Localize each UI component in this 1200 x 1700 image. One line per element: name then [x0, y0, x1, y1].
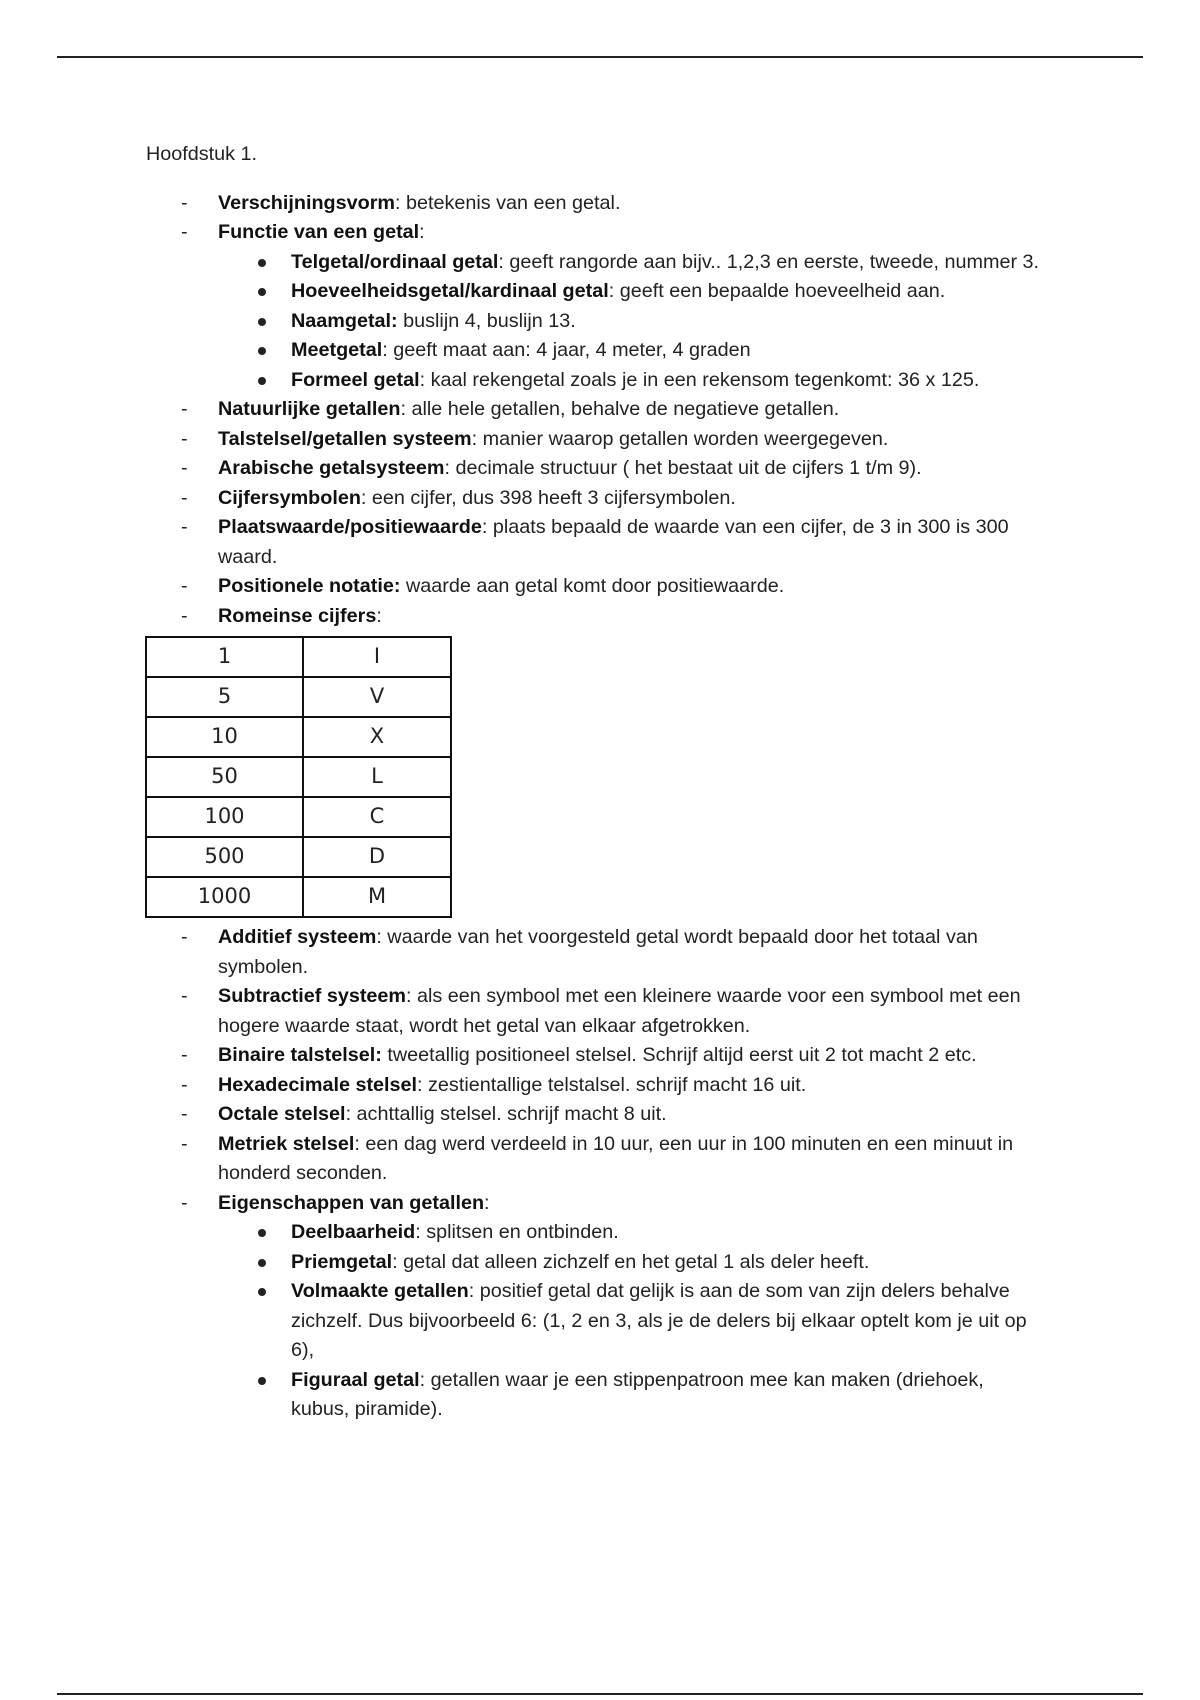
term: Hoeveelheidsgetal/kardinaal getal — [291, 280, 609, 302]
list-item — [146, 1100, 1046, 1130]
document-body — [146, 140, 1046, 1425]
list-item — [146, 923, 1046, 982]
definition: waarde aan getal komt door positiewaarde. — [400, 575, 785, 597]
definition: : kaal rekengetal zoals je in een rekensom tegenkomt: 36 x 125. — [419, 368, 980, 391]
term: Formeel getal — [291, 368, 420, 391]
sub-list-item — [146, 1277, 1046, 1366]
term: Naamgetal: — [291, 309, 398, 332]
sub-list-item — [146, 307, 1046, 337]
table-cell-value: 5 — [146, 677, 303, 717]
definition: : betekenis van een getal. — [395, 191, 621, 214]
table-cell-value: 50 — [146, 757, 303, 797]
sub-list-item — [146, 366, 1046, 396]
table-cell-numeral: V — [303, 677, 451, 717]
term: Deelbaarheid — [291, 1221, 416, 1243]
definition: : — [419, 221, 425, 243]
table-cell-numeral: M — [303, 877, 451, 917]
table-row — [146, 757, 451, 797]
definition: : positief getal dat gelijk is aan de som van zijn delers behalve zichzelf. Dus bijvoorbeeld 6: (1, 2 en 3, als je de delers bij elkaar optelt kom je uit op 6), — [291, 1280, 1027, 1361]
table-cell-value: 1000 — [146, 877, 303, 917]
definition: : geeft maat aan: 4 jaar, 4 meter, 4 graden — [382, 339, 751, 361]
list-item — [146, 982, 1046, 1041]
term: Octale stelsel — [218, 1103, 346, 1125]
term: Additief systeem — [218, 926, 377, 948]
bullet-list — [146, 189, 1046, 632]
list-item — [146, 572, 1046, 602]
table-row — [146, 677, 451, 717]
bullet-list — [146, 923, 1046, 1425]
term: Eigenschappen van getallen — [218, 1191, 485, 1214]
properties-sublist — [218, 1218, 1046, 1425]
sub-list-item — [146, 1248, 1046, 1278]
list-item — [146, 1041, 1046, 1071]
list-item — [146, 484, 1046, 514]
list-item — [146, 425, 1046, 455]
term: Natuurlijke getallen — [218, 398, 401, 420]
definition: buslijn 4, buslijn 13. — [397, 309, 576, 332]
top-rule — [57, 56, 1143, 58]
definition: : een cijfer, dus 398 heeft 3 cijfersymbolen. — [360, 486, 736, 509]
list-item — [146, 218, 1046, 395]
sub-list-item — [146, 248, 1046, 278]
term: Metriek stelsel — [218, 1132, 355, 1155]
sub-list-item — [146, 1218, 1046, 1248]
definition: : zestientallige telstalsel. schrijf macht 16 uit. — [417, 1073, 807, 1096]
term: Arabische getalsysteem — [218, 457, 445, 479]
table-cell-numeral: C — [303, 797, 451, 837]
table-cell-numeral: X — [303, 717, 451, 757]
page-heading: Hoofdstuk 1. — [146, 143, 258, 165]
term: Binaire talstelsel: — [218, 1044, 382, 1066]
table-cell-numeral: D — [303, 837, 451, 877]
table-cell-value: 100 — [146, 797, 303, 837]
roman-numerals-table-wrap — [145, 636, 1046, 918]
definition: : alle hele getallen, behalve de negatieve getallen. — [400, 398, 840, 420]
term: Meetgetal — [291, 339, 383, 361]
table-row — [146, 637, 451, 677]
term: Hexadecimale stelsel — [218, 1073, 418, 1096]
term: Figuraal getal — [291, 1368, 420, 1391]
term: Volmaakte getallen — [291, 1280, 469, 1302]
definition: : manier waarop getallen worden weergegeven. — [471, 427, 889, 450]
term: Functie van een getal — [218, 221, 420, 243]
list-item — [146, 454, 1046, 484]
definition: : decimale structuur ( het bestaat uit de cijfers 1 t/m 9). — [444, 457, 922, 479]
definition: : splitsen en ontbinden. — [415, 1221, 619, 1243]
table-cell-numeral: I — [303, 637, 451, 677]
term: Talstelsel/getallen systeem — [218, 427, 472, 450]
roman-numerals-table — [145, 636, 452, 918]
table-row — [146, 877, 451, 917]
definition: tweetallig positioneel stelsel. Schrijf altijd eerst uit 2 tot macht 2 etc. — [381, 1044, 977, 1066]
table-row — [146, 797, 451, 837]
definition: : als een symbool met een kleinere waarde voor een symbool met een hogere waarde staat, wordt het getal van elkaar afgetrokken. — [218, 985, 1021, 1037]
definition: : geeft een bepaalde hoeveelheid aan. — [608, 280, 946, 302]
sub-list-item — [146, 277, 1046, 307]
table-cell-value: 1 — [146, 637, 303, 677]
definition: : — [376, 604, 382, 627]
list-item — [146, 1071, 1046, 1101]
term: Romeinse cijfers — [218, 604, 377, 627]
table-cell-numeral: L — [303, 757, 451, 797]
list-item — [146, 1130, 1046, 1189]
bottom-rule — [57, 1693, 1143, 1695]
term: Priemgetal — [291, 1250, 393, 1273]
sub-list-item — [146, 1366, 1046, 1425]
sub-list-item — [146, 336, 1046, 366]
function-sublist — [218, 248, 1046, 396]
table-cell-value: 10 — [146, 717, 303, 757]
term: Subtractief systeem — [218, 985, 406, 1007]
list-item — [146, 602, 1046, 632]
definition: : — [484, 1191, 490, 1214]
definition: : achttallig stelsel. schrijf macht 8 uit. — [345, 1103, 667, 1125]
table-cell-value: 500 — [146, 837, 303, 877]
definition: : getal dat alleen zichzelf en het getal 1 als deler heeft. — [392, 1250, 870, 1273]
list-item — [146, 513, 1046, 572]
definition: : een dag werd verdeeld in 10 uur, een uur in 100 minuten en een minuut in honderd seconden. — [218, 1132, 1014, 1184]
definition: : plaats bepaald de waarde van een cijfer, de 3 in 300 is 300 waard. — [218, 516, 1009, 568]
term: Telgetal/ordinaal getal — [291, 250, 499, 273]
term: Positionele notatie: — [218, 575, 401, 597]
table-row — [146, 837, 451, 877]
term: Plaatswaarde/positiewaarde — [218, 516, 482, 538]
table-row — [146, 717, 451, 757]
list-item — [146, 189, 1046, 219]
term: Verschijningsvorm — [218, 191, 395, 214]
definition: : geeft rangorde aan bijv.. 1,2,3 en eerste, tweede, nummer 3. — [498, 250, 1040, 273]
definition: : waarde van het voorgesteld getal wordt bepaald door het totaal van symbolen. — [218, 926, 978, 978]
list-item — [146, 395, 1046, 425]
definition: : getallen waar je een stippenpatroon mee kan maken (driehoek, kubus, piramide). — [291, 1368, 984, 1420]
list-item — [146, 1189, 1046, 1425]
term: Cijfersymbolen — [218, 486, 361, 509]
